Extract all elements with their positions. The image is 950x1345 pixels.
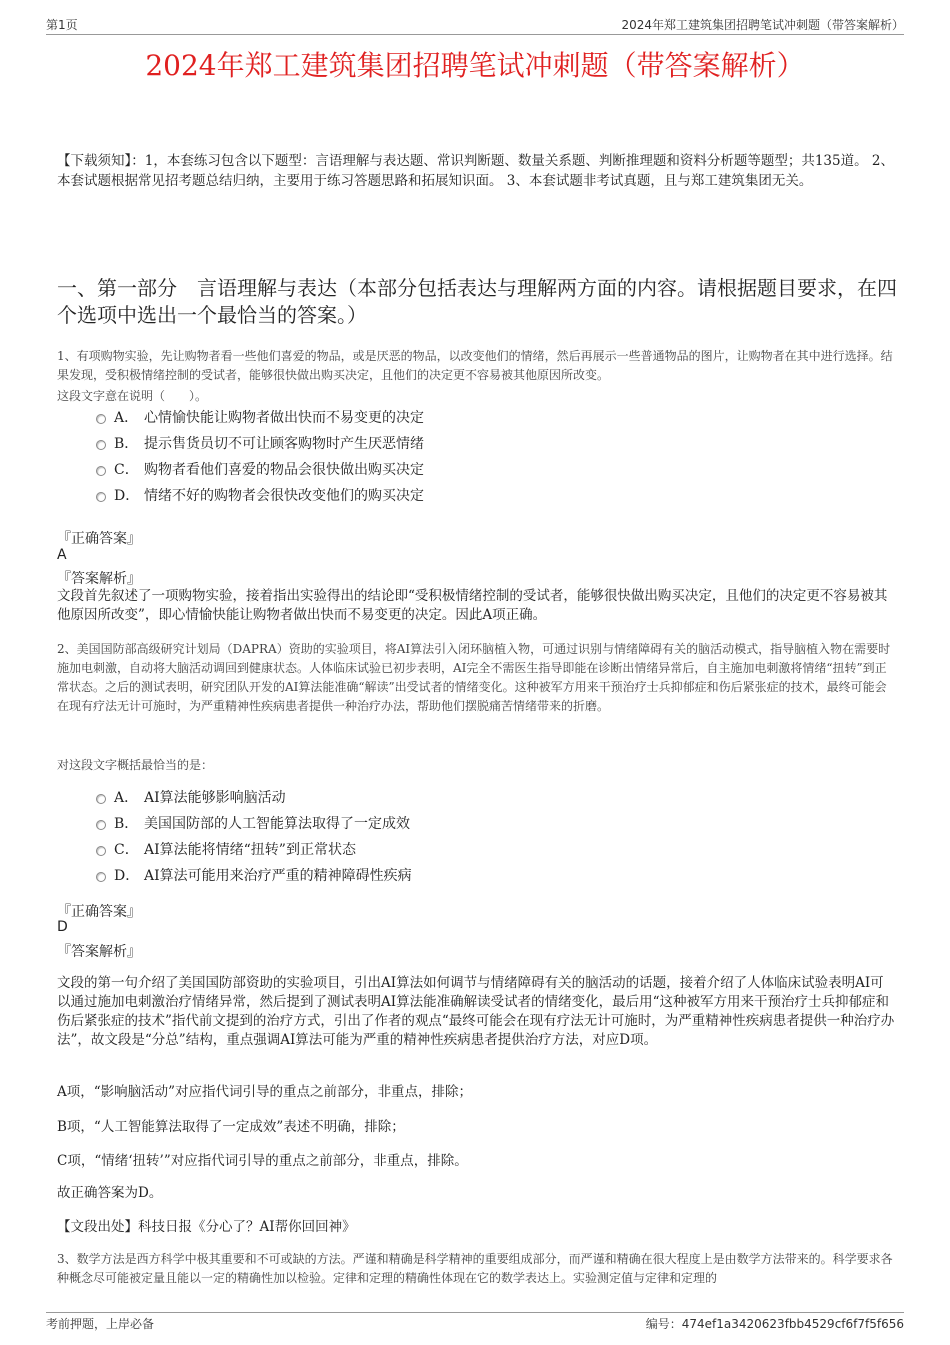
question-3-stem: 3、数学方法是西方科学中极其重要和不可或缺的方法。严谨和精确是科学精神的重要组成部分，而严谨和精确在很大程度上是由数学方法带来的。科学要求各种概念尽可能被定量且能以一定的精确性加以检验。定律和定理的精确性体现在它的数学表达上。实验测定值与定律和定理的 (57, 1252, 893, 1285)
question-2-analysis: 文段的第一句介绍了美国国防部资助的实验项目，引出AI算法如何调节与情绪障碍有关的脑活动的话题，接着介绍了人体临床试验表明AI可以通过施加电刺激治疗情绪异常，然后提到了测试表明AI算法能准确解读受试者的情绪变化，最后用“这种被军方用来干预治疗士兵抑郁症和伤后紧张症的技术”指代前文提到的治疗方式，引出了作者的观点“最终可能会在现有疗法无计可施时，为严重精神性疾病患者提供一种治疗办法”，故文段是“分总”结构，重点强调AI算法可能为严重的精神性疾病患者提供治疗方法，对应D项。 (57, 975, 895, 1048)
question-1-option-b[interactable]: B． 提示售货员切不可让顾客购物时产生厌恶情绪 (96, 434, 424, 454)
radio-button-icon[interactable] (96, 846, 106, 856)
question-2-option-a[interactable]: A． AI算法能够影响脑活动 (96, 788, 286, 808)
question-2-analysis-label: 『答案解析』 (57, 944, 141, 960)
question-2-note-c: C项，“情绪‘扭转’”对应指代词引导的重点之前部分，非重点，排除。 (57, 1153, 468, 1169)
question-2-note-a: A项，“影响脑活动”对应指代词引导的重点之前部分，非重点，排除； (57, 1084, 473, 1100)
question-1-option-d[interactable]: D． 情绪不好的购物者会很快改变他们的购买决定 (96, 486, 424, 506)
radio-button-icon[interactable] (96, 492, 106, 502)
question-2-ask: 对这段文字概括最恰当的是： (57, 758, 214, 772)
question-1-option-a[interactable]: A． 心情愉快能让购物者做出快而不易变更的决定 (96, 408, 424, 428)
question-2-answer-label: 『正确答案』 (57, 904, 141, 920)
radio-button-icon[interactable] (96, 440, 106, 450)
question-2-note-b: B项，“人工智能算法取得了一定成效”表述不明确，排除； (57, 1119, 405, 1135)
page-number: 第1页 (46, 18, 78, 32)
question-2-source: 【文段出处】科技日报《分心了？AI帮你回回神》 (57, 1219, 356, 1235)
footer-code-value: 474ef1a3420623fbb4529cf6f7f5f656 (681, 1317, 904, 1331)
header-doc-title: 2024年郑工建筑集团招聘笔试冲刺题（带答案解析） (621, 18, 904, 32)
footer-code (646, 1315, 904, 1332)
question-1-option-c[interactable]: C． 购物者看他们喜爱的物品会很快做出购买决定 (96, 460, 424, 480)
footer-slogan: 考前押题，上岸必备 (46, 1317, 155, 1331)
radio-button-icon[interactable] (96, 872, 106, 882)
question-2-option-d[interactable]: D． AI算法可能用来治疗严重的精神障碍性疾病 (96, 866, 412, 886)
question-1-answer-label: 『正确答案』 (57, 531, 141, 547)
radio-button-icon[interactable] (96, 414, 106, 424)
question-2-answer: D (57, 919, 68, 935)
question-1-answer: A (57, 547, 67, 563)
section-title: 一、第一部分 言语理解与表达（本部分包括表达与理解两方面的内容。请根据题目要求，在四个选项中选出一个最恰当的答案。） (57, 276, 897, 327)
question-2-option-b[interactable]: B． 美国国防部的人工智能算法取得了一定成效 (96, 814, 410, 834)
question-2-stem: 2、美国国防部高级研究计划局（DAPRA）资助的实验项目，将AI算法引入闭环脑植入物，可通过识别与情绪障碍有关的脑活动模式，指导脑植入物在需要时施加电刺激，自动将大脑活动调回到健康状态。人体临床试验已初步表明，AI完全不需医生指导即能在诊断出情绪异常后，自主施加电刺激将情绪“扭转”到正常状态。之后的测试表明，研究团队开发的AI算法能准确“解读”出受试者的情绪变化。这种被军方用来干预治疗士兵抑郁症和伤后紧张症的技术，最终可能会在现有疗法无计可施时，为严重精神性疾病患者提供一种治疗办法，帮助他们摆脱痛苦情绪带来的折磨。 (57, 642, 891, 713)
question-2-conclusion: 故正确答案为D。 (57, 1185, 163, 1201)
download-notice: 【下载须知】：1，本套练习包含以下题型：言语理解与表达题、常识判断题、数量关系题、判断推理题和资料分析题等题型；共135道。 2、本套试题根据常见招考题总结归纳，主要用于练习答题思路和拓展知识面。 3、本套试题非考试真题，且与郑工建筑集团无关。 (57, 153, 894, 189)
radio-button-icon[interactable] (96, 466, 106, 476)
page-footer (46, 1312, 904, 1333)
question-1-ask: 这段文字意在说明（ ）。 (57, 389, 208, 403)
question-2-option-c[interactable]: C． AI算法能将情绪“扭转”到正常状态 (96, 840, 356, 860)
page-header (46, 14, 904, 35)
footer-code-label: 编号： (645, 1317, 682, 1331)
question-1-analysis: 文段首先叙述了一项购物实验，接着指出实验得出的结论即“受积极情绪控制的受试者，能够很快做出购买决定，且他们的决定更不容易被其他原因所改变”，即心情愉快能让购物者做出快而不易变更的决定。因此A项正确。 (57, 588, 888, 623)
question-1-analysis-label: 『答案解析』 (57, 571, 141, 587)
document-title: 2024年郑工建筑集团招聘笔试冲刺题（带答案解析） (145, 49, 805, 82)
radio-button-icon[interactable] (96, 820, 106, 830)
radio-button-icon[interactable] (96, 794, 106, 804)
question-1-stem: 1、有项购物实验，先让购物者看一些他们喜爱的物品，或是厌恶的物品，以改变他们的情绪，然后再展示一些普通物品的图片，让购物者在其中进行选择。结果发现，受积极情绪控制的受试者，能够很快做出购买决定，且他们的决定更不容易被其他原因所改变。 (57, 349, 893, 382)
